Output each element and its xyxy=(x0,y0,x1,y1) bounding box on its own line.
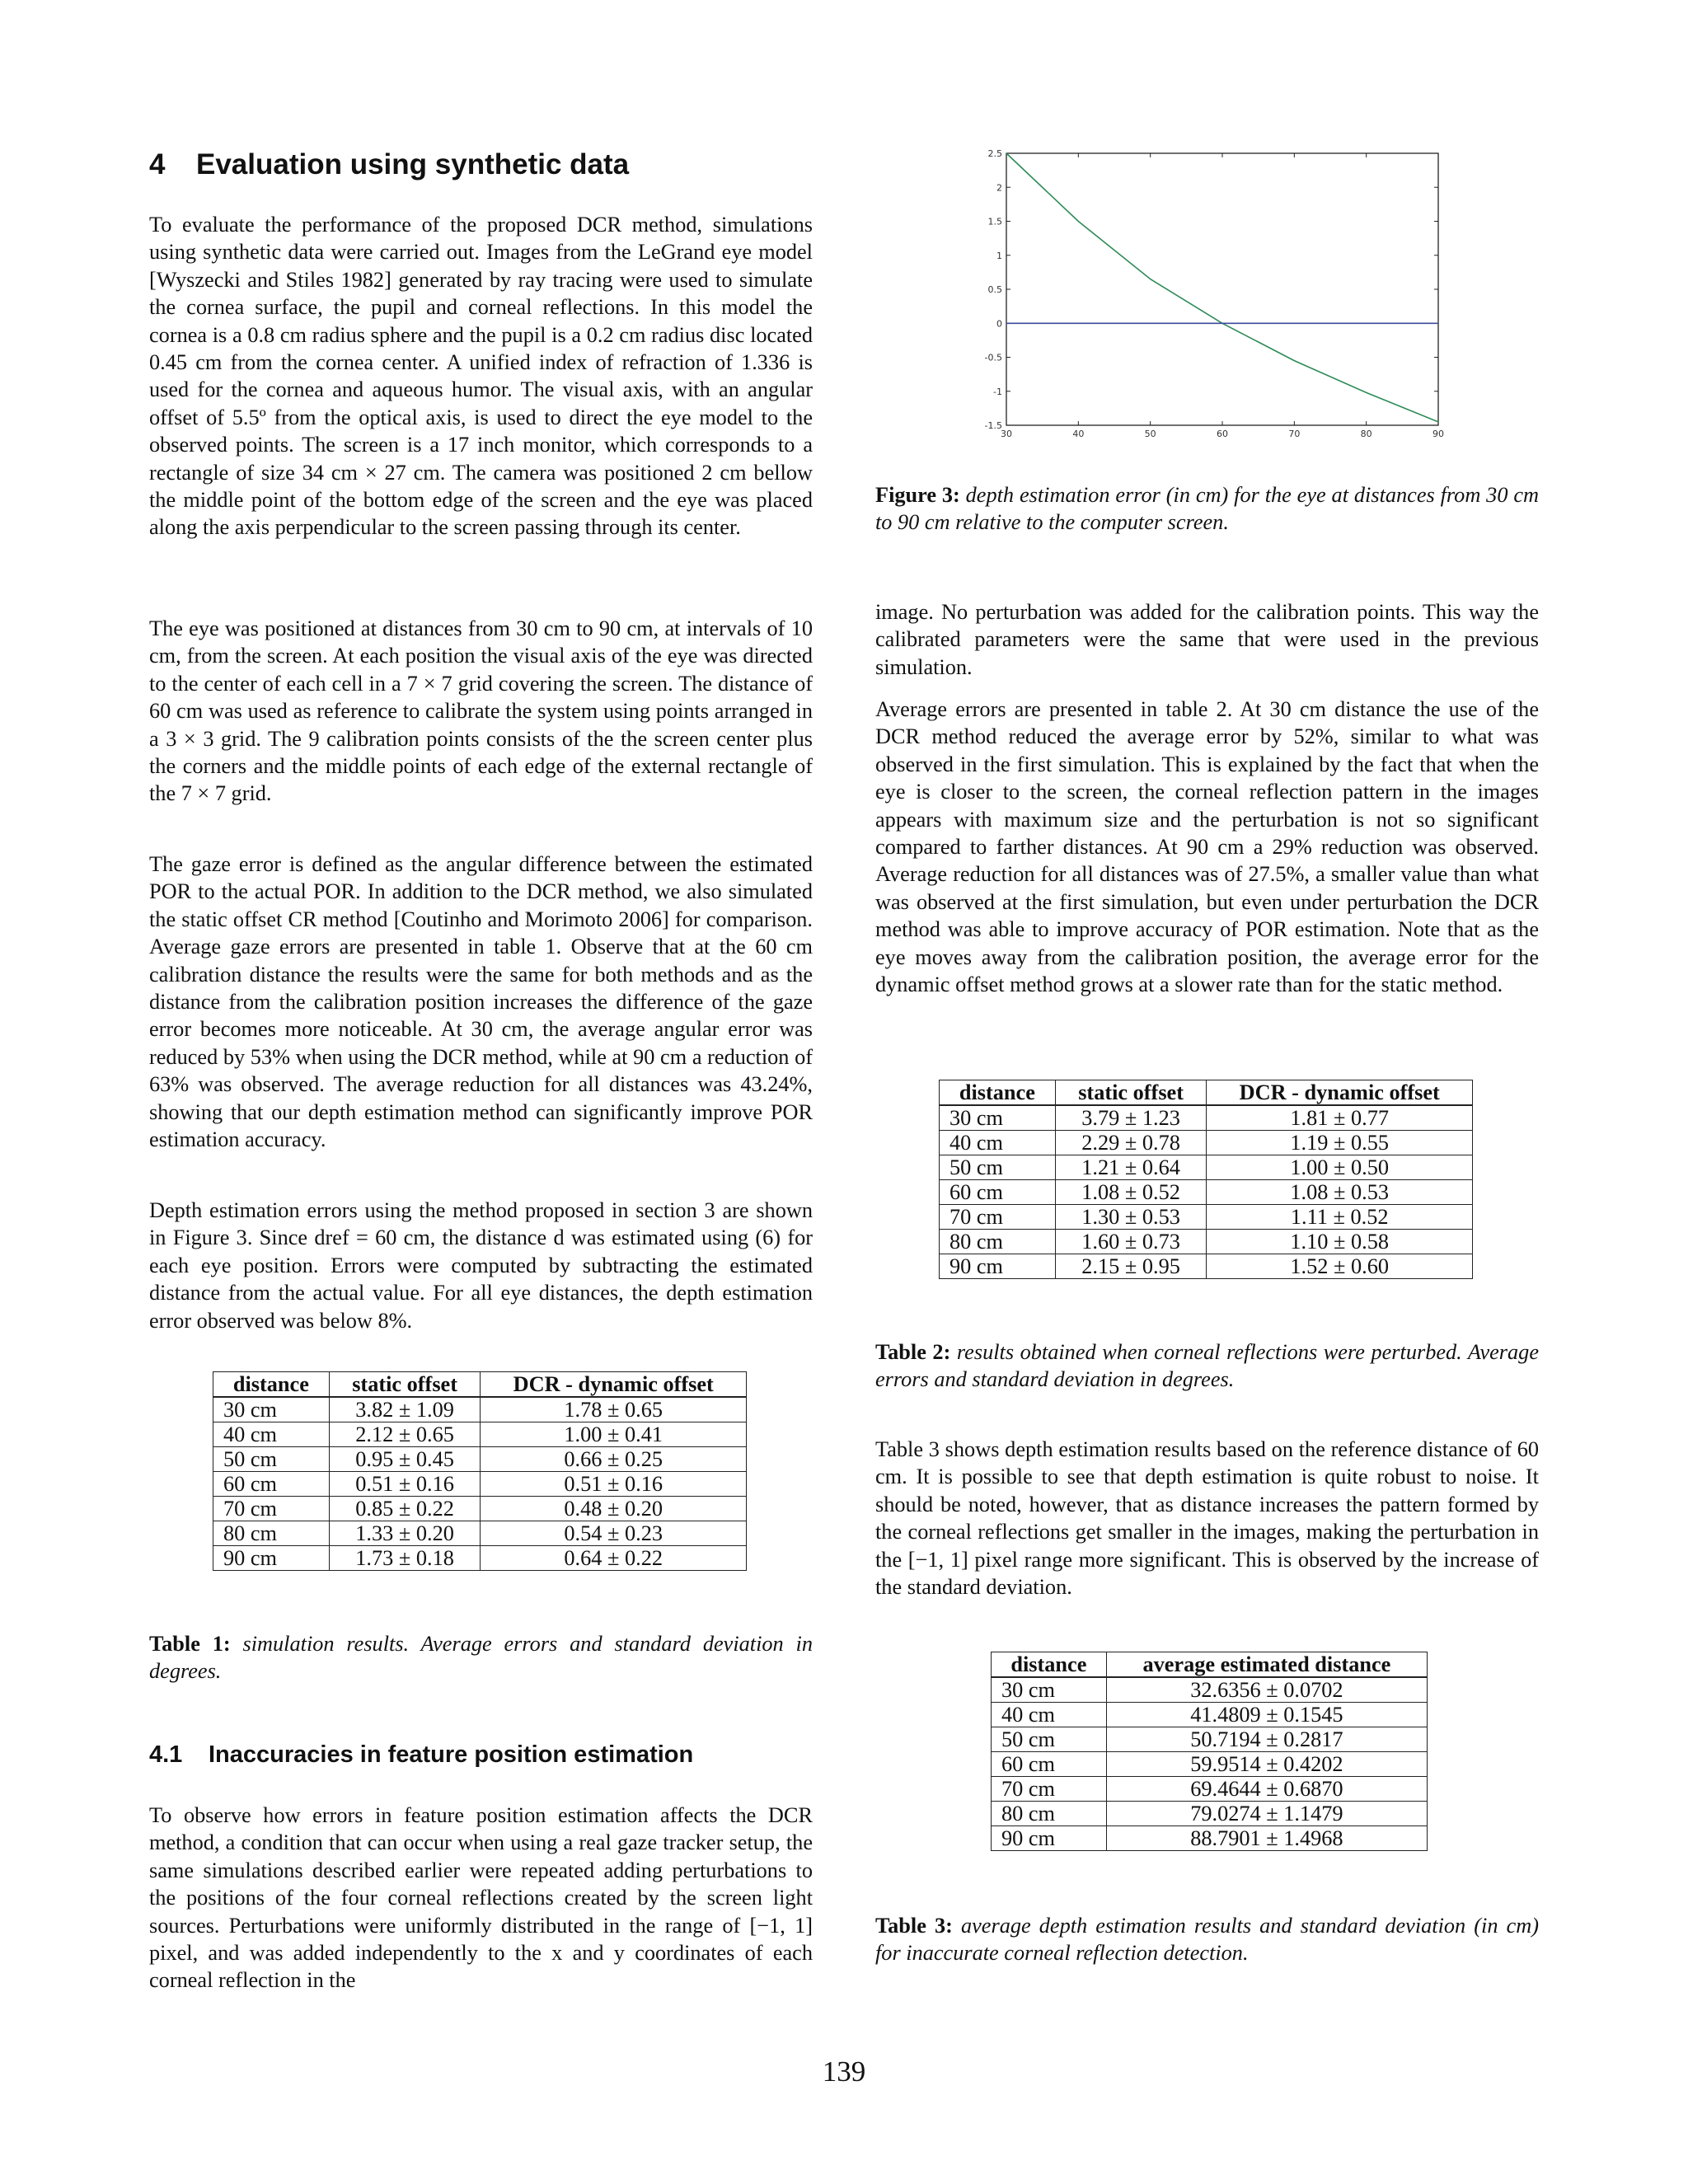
table-cell: 1.33 ± 0.20 xyxy=(329,1521,481,1546)
table-cell: 1.08 ± 0.53 xyxy=(1207,1180,1473,1205)
caption-text: average depth estimation results and standard deviation (in cm) for inaccurate corneal reflection detection. xyxy=(875,1914,1539,1966)
column-header: DCR - dynamic offset xyxy=(1207,1080,1473,1106)
table-row xyxy=(213,1472,747,1497)
paragraph: The gaze error is defined as the angular difference between the estimated POR to the actual POR. In addition to the DCR method, we also simulated the static offset CR method [Coutinho and Morimoto 2006] for comparison. Average gaze errors are presented in table 1. Observe that at the 60 cm calibration distance the results were the same for both methods and as the distance from the calibration position increases the difference of the gaze error becomes more noticeable. At 30 cm, the average angular error was reduced by 53% when using the DCR method, while at 90 cm a reduction of 63% was observed. The average reduction for all distances was 43.24%, showing that our depth estimation method can significantly improve POR estimation accuracy. xyxy=(149,852,813,1152)
table-2 xyxy=(939,1080,1473,1279)
table-cell: 40 cm xyxy=(992,1703,1107,1727)
caption-label: Table 3: xyxy=(875,1914,953,1938)
table-cell: 1.81 ± 0.77 xyxy=(1207,1105,1473,1131)
table-row xyxy=(940,1205,1473,1230)
table-1 xyxy=(213,1371,747,1571)
table-header-row xyxy=(213,1372,747,1398)
table-row xyxy=(940,1254,1473,1279)
table-cell: 1.78 ± 0.65 xyxy=(481,1397,747,1422)
table-cell: 0.64 ± 0.22 xyxy=(481,1546,747,1571)
x-tick-label: 80 xyxy=(1360,429,1372,439)
table-cell: 0.54 ± 0.23 xyxy=(481,1521,747,1546)
table-1-caption xyxy=(149,1630,813,1685)
section-4-1-heading xyxy=(149,1741,813,1769)
y-tick-label: 0.5 xyxy=(987,284,1002,295)
y-tick-label: 2 xyxy=(996,182,1002,194)
x-tick-label: 90 xyxy=(1432,429,1444,439)
table-row xyxy=(213,1546,747,1571)
table-cell: 90 cm xyxy=(213,1546,330,1571)
table-row xyxy=(940,1230,1473,1254)
table-cell: 1.73 ± 0.18 xyxy=(329,1546,481,1571)
table-cell: 88.7901 ± 1.4968 xyxy=(1106,1826,1427,1851)
table-cell: 3.79 ± 1.23 xyxy=(1055,1105,1207,1131)
table-row xyxy=(940,1105,1473,1131)
section-title: Inaccuracies in feature position estimation xyxy=(209,1741,694,1768)
table-cell: 50.7194 ± 0.2817 xyxy=(1106,1727,1427,1752)
figure-3-caption xyxy=(875,481,1539,537)
table-cell: 69.4644 ± 0.6870 xyxy=(1106,1777,1427,1802)
x-tick-label: 30 xyxy=(1001,429,1012,439)
table-cell: 70 cm xyxy=(940,1205,1056,1230)
caption-label: Table 2: xyxy=(875,1340,951,1364)
table-row xyxy=(992,1777,1428,1802)
column-header: distance xyxy=(992,1652,1107,1678)
section-number: 4 xyxy=(149,148,166,180)
table-cell: 59.9514 ± 0.4202 xyxy=(1106,1752,1427,1777)
table-cell: 2.29 ± 0.78 xyxy=(1055,1131,1207,1155)
table-row xyxy=(940,1180,1473,1205)
section-number: 4.1 xyxy=(149,1741,183,1768)
paragraph: To evaluate the performance of the proposed DCR method, simulations using synthetic data were carried out. Images from the LeGrand eye model [Wyszecki and Stiles 1982] generated by ray tracing were used to simulate the cornea surface, the pupil and corneal reflections. In this model the cornea is a 0.8 cm radius sphere and the pupil is a 0.2 cm radius disc located 0.45 cm from the cornea center. A unified index of refraction of 1.336 is used for the cornea and aqueous humor. The visual axis, with an angular offset of 5.5º from the optical axis, is used to direct the eye model to the observed points. The screen is a 17 inch monitor, which corresponds to a rectangle of size 34 cm × 27 cm. The camera was positioned 2 cm bellow the middle point of the bottom edge of the screen and the eye was placed along the axis perpendicular to the screen passing through its center. xyxy=(149,213,813,540)
table-cell: 0.51 ± 0.16 xyxy=(481,1472,747,1497)
table-header-row xyxy=(940,1080,1473,1106)
table-cell: 90 cm xyxy=(940,1254,1056,1279)
table-cell: 1.08 ± 0.52 xyxy=(1055,1180,1207,1205)
x-tick-label: 60 xyxy=(1217,429,1228,439)
table-cell: 41.4809 ± 0.1545 xyxy=(1106,1703,1427,1727)
table-row xyxy=(213,1521,747,1546)
table-row xyxy=(992,1703,1428,1727)
table-row xyxy=(992,1677,1428,1703)
caption-text: depth estimation error (in cm) for the eye at distances from 30 cm to 90 cm relative to the computer screen. xyxy=(875,483,1539,535)
section-4-heading xyxy=(149,148,813,181)
table-cell: 1.21 ± 0.64 xyxy=(1055,1155,1207,1180)
y-tick-label: -1 xyxy=(993,386,1002,397)
table-cell: 40 cm xyxy=(940,1131,1056,1155)
table-cell: 80 cm xyxy=(992,1802,1107,1826)
column-header: distance xyxy=(213,1372,330,1398)
table-cell: 30 cm xyxy=(213,1397,330,1422)
table-cell: 0.85 ± 0.22 xyxy=(329,1497,481,1521)
column-header: average estimated distance xyxy=(1106,1652,1427,1678)
table-cell: 32.6356 ± 0.0702 xyxy=(1106,1677,1427,1703)
table-cell: 2.15 ± 0.95 xyxy=(1055,1254,1207,1279)
table-row xyxy=(213,1497,747,1521)
table-cell: 1.19 ± 0.55 xyxy=(1207,1131,1473,1155)
column-header: static offset xyxy=(1055,1080,1207,1106)
y-tick-label: 2.5 xyxy=(987,148,1002,159)
table-3 xyxy=(991,1652,1428,1851)
table-header-row xyxy=(992,1652,1428,1678)
table-cell: 60 cm xyxy=(940,1180,1056,1205)
table-cell: 1.00 ± 0.41 xyxy=(481,1422,747,1447)
table-cell: 30 cm xyxy=(940,1105,1056,1131)
table-cell: 79.0274 ± 1.1479 xyxy=(1106,1802,1427,1826)
table-cell: 0.95 ± 0.45 xyxy=(329,1447,481,1472)
table-cell: 50 cm xyxy=(940,1155,1056,1180)
caption-text: simulation results. Average errors and standard deviation in degrees. xyxy=(149,1632,813,1684)
table-cell: 50 cm xyxy=(213,1447,330,1472)
y-tick-label: 0 xyxy=(996,318,1002,330)
table-row xyxy=(992,1727,1428,1752)
table-cell: 70 cm xyxy=(992,1777,1107,1802)
caption-label: Figure 3: xyxy=(875,483,960,507)
table-cell: 60 cm xyxy=(992,1752,1107,1777)
table-cell: 40 cm xyxy=(213,1422,330,1447)
table-2-caption xyxy=(875,1338,1539,1394)
table-cell: 0.66 ± 0.25 xyxy=(481,1447,747,1472)
paragraph: Depth estimation errors using the method proposed in section 3 are shown in Figure 3. Since dref = 60 cm, the distance d was estimated using (6) for each eye position. Errors were computed by subtracting the estimated distance from the actual value. For all eye distances, the depth estimation error observed was below 8%. xyxy=(149,1198,813,1333)
x-tick-label: 40 xyxy=(1072,429,1085,439)
paragraph: Table 3 shows depth estimation results based on the reference distance of 60 cm. It is possible to see that depth estimation is quite robust to noise. It should be noted, however, that as distance increases the pattern formed by the corneal reflections get smaller in the images, making the perturbation in the [−1, 1] pixel range more significant. This is observed by the increase of the standard deviation. xyxy=(875,1437,1539,1600)
table-row xyxy=(213,1397,747,1422)
y-tick-label: 1.5 xyxy=(987,216,1002,227)
y-tick-label: -0.5 xyxy=(984,352,1002,363)
paragraph: To observe how errors in feature position estimation affects the DCR method, a condition that can occur when using a real gaze tracker setup, the same simulations described earlier were repeated adding perturbations to the positions of the four corneal reflections created by the screen light sources. Perturbations were uniformly distributed in the range of [−1, 1] pixel, and was added independently to the x and y coordinates of each corneal reflection in the xyxy=(149,1803,813,1993)
table-cell: 3.82 ± 1.09 xyxy=(329,1397,481,1422)
column-header: static offset xyxy=(329,1372,481,1398)
table-3-caption xyxy=(875,1912,1539,1967)
caption-label: Table 1: xyxy=(149,1632,231,1656)
caption-text: results obtained when corneal reflections were perturbed. Average errors and standard deviation in degrees. xyxy=(875,1340,1539,1392)
table-cell: 50 cm xyxy=(992,1727,1107,1752)
x-tick-label: 70 xyxy=(1288,429,1301,439)
table-cell: 1.11 ± 0.52 xyxy=(1207,1205,1473,1230)
table-cell: 1.52 ± 0.60 xyxy=(1207,1254,1473,1279)
table-cell: 1.30 ± 0.53 xyxy=(1055,1205,1207,1230)
table-row xyxy=(213,1422,747,1447)
table-row xyxy=(940,1131,1473,1155)
column-header: distance xyxy=(940,1080,1056,1106)
table-cell: 80 cm xyxy=(940,1230,1056,1254)
table-row xyxy=(213,1447,747,1472)
paragraph: image. No perturbation was added for the calibration points. This way the calibrated parameters were the same that were used in the previous simulation. xyxy=(875,600,1539,679)
section-title: Evaluation using synthetic data xyxy=(196,148,630,180)
table-cell: 1.00 ± 0.50 xyxy=(1207,1155,1473,1180)
paragraph: Average errors are presented in table 2. At 30 cm distance the use of the DCR method reduced the average error by 52%, similar to what was observed in the first simulation. This is explained by the fact that when the eye is closer to the screen, the corneal reflection pattern in the images appears with maximum size and the perturbation is not so significant compared to farther distances. At 90 cm a 29% reduction was observed. Average reduction for all distances was of 27.5%, a smaller value than what was observed at the first simulation, but even under perturbation the DCR method was able to improve accuracy of POR estimation. Note that as the eye moves away from the calibration position, the average error for the dynamic offset method grows at a slower rate than for the static method. xyxy=(875,697,1539,997)
table-cell: 90 cm xyxy=(992,1826,1107,1851)
paragraph: The eye was positioned at distances from 30 cm to 90 cm, at intervals of 10 cm, from the screen. At each position the visual axis of the eye was directed to the center of each cell in a 7 × 7 grid covering the screen. The distance of 60 cm was used as reference to calibrate the system using points arranged in a 3 × 3 grid. The 9 calibration points consists of the the screen center plus the corners and the middle points of each edge of the external rectangle of the 7 × 7 grid. xyxy=(149,616,813,806)
table-row xyxy=(940,1155,1473,1180)
table-row xyxy=(992,1826,1428,1851)
table-row xyxy=(992,1752,1428,1777)
y-tick-label: 1 xyxy=(996,250,1002,261)
table-cell: 2.12 ± 0.65 xyxy=(329,1422,481,1447)
table-cell: 1.10 ± 0.58 xyxy=(1207,1230,1473,1254)
page-number: 139 xyxy=(822,2055,866,2088)
table-cell: 0.48 ± 0.20 xyxy=(481,1497,747,1521)
table-cell: 70 cm xyxy=(213,1497,330,1521)
table-row xyxy=(992,1802,1428,1826)
table-cell: 0.51 ± 0.16 xyxy=(329,1472,481,1497)
table-cell: 60 cm xyxy=(213,1472,330,1497)
y-tick-label: -1.5 xyxy=(984,420,1002,431)
figure-3-chart xyxy=(977,145,1463,455)
table-cell: 80 cm xyxy=(213,1521,330,1546)
x-tick-label: 50 xyxy=(1144,429,1156,439)
table-cell: 30 cm xyxy=(992,1677,1107,1703)
table-cell: 1.60 ± 0.73 xyxy=(1055,1230,1207,1254)
plot-frame xyxy=(1006,153,1438,425)
error-series-line xyxy=(1006,153,1438,422)
column-header: DCR - dynamic offset xyxy=(481,1372,747,1398)
